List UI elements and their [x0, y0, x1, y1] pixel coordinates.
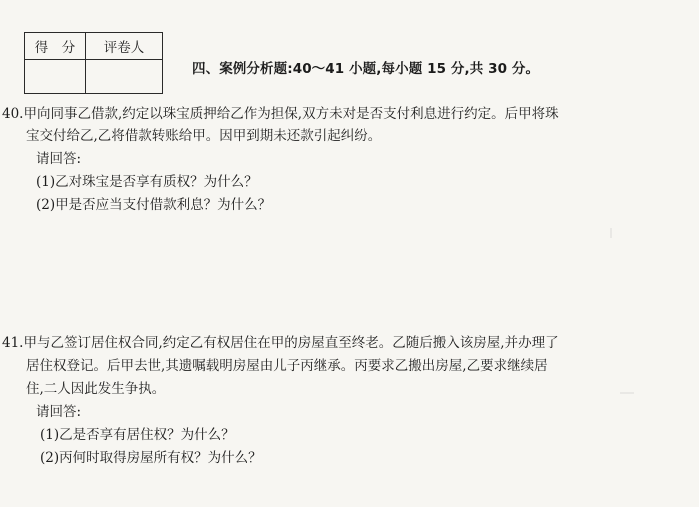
- score-table-blank-row: [25, 60, 163, 94]
- question-41-stem-1: 甲与乙签订居住权合同,约定乙有权居住在甲的房屋直至终老。乙随后搬入该房屋,并办理了: [23, 335, 559, 351]
- question-40-line-1: [2, 105, 559, 123]
- question-40-number: 40.: [2, 106, 24, 122]
- question-40-sub-2: (2)甲是否应当支付借款利息？为什么？: [36, 197, 272, 213]
- score-table-header-row: [25, 33, 163, 60]
- scan-mark: [610, 228, 612, 238]
- question-41-line-1: [2, 334, 559, 352]
- reviewer-header-cell: 评卷人: [86, 33, 163, 60]
- question-40-stem-1: 甲向同事乙借款,约定以珠宝质押给乙作为担保,双方未对是否支付利息进行约定。后甲将珠: [23, 106, 559, 122]
- score-blank-cell: [25, 60, 86, 94]
- question-40-stem-2: 宝交付给乙,乙将借款转账给甲。因甲到期未还款引起纠纷。: [26, 128, 382, 144]
- question-41-sub-1: (1)乙是否享有居住权？为什么？: [40, 427, 235, 443]
- scan-mark: [620, 392, 634, 394]
- reviewer-blank-cell: [86, 60, 163, 94]
- question-40-sub-1: (1)乙对珠宝是否享有质权？为什么？: [36, 174, 258, 190]
- question-41-prompt: 请回答:: [36, 404, 82, 420]
- score-table: [24, 32, 163, 94]
- question-41-sub-2: (2)丙何时取得房屋所有权？为什么？: [40, 450, 262, 466]
- question-40-prompt: 请回答:: [36, 151, 82, 167]
- question-41-stem-3: 住,二人因此发生争执。: [26, 381, 166, 397]
- section-heading: 四、案例分析题:40～41 小题,每小题 15 分,共 30 分。: [192, 61, 540, 77]
- question-41-number: 41.: [2, 335, 24, 351]
- score-header-cell: 得 分: [25, 33, 86, 60]
- question-41-stem-2: 居住权登记。后甲去世,其遗嘱载明房屋由儿子丙继承。丙要求乙搬出房屋,乙要求继续居: [26, 358, 548, 374]
